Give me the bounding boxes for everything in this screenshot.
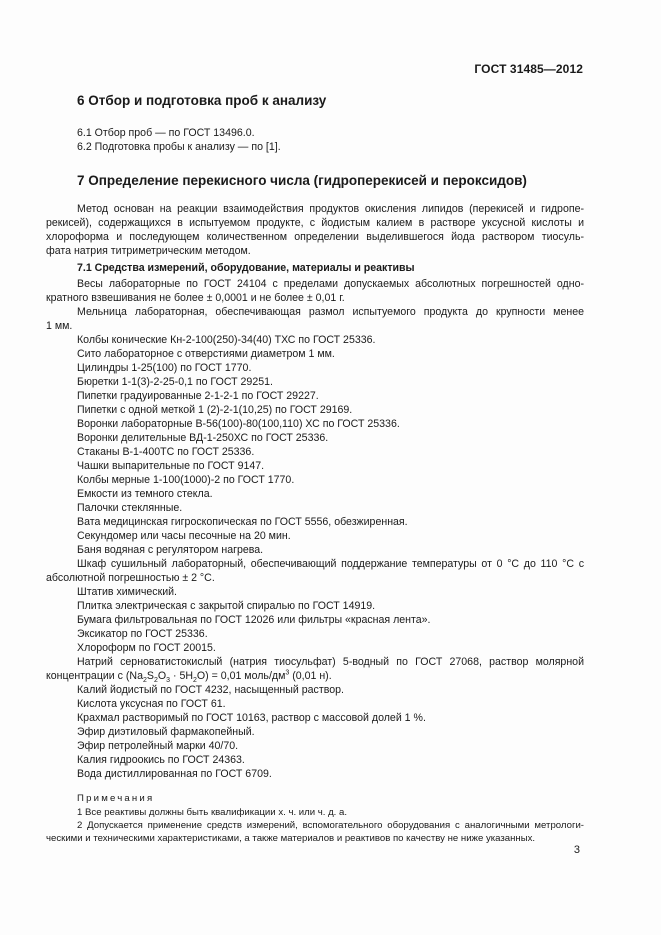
note-1: 1 Все реактивы должны быть квалификации х. ч. или ч. д. а. bbox=[77, 807, 348, 818]
list-item: Вата медицинская гигроскопическая по ГОСТ 5556, обезжиренная. bbox=[77, 516, 408, 528]
intro-line: хлороформа и последующем количественном определении выделившегося йода раствором тиосуль- bbox=[46, 231, 584, 243]
list-item: Эксикатор по ГОСТ 25336. bbox=[77, 628, 208, 640]
notes-title: Примечания bbox=[77, 793, 155, 804]
subsection-7-1-title: 7.1 Средства измерений, оборудование, материалы и реактивы bbox=[77, 262, 415, 274]
list-item: Эфир петролейный марки 40/70. bbox=[77, 740, 239, 752]
thiosulfate-line: Натрий серноватистокислый (натрия тиосульфат) 5-водный по ГОСТ 27068, раствор молярной bbox=[77, 656, 584, 668]
item-6-1: 6.1 Отбор проб — по ГОСТ 13496.0. bbox=[77, 127, 255, 139]
scales-line: Весы лабораторные по ГОСТ 24104 с пределами допускаемых абсолютных погрешностей одно- bbox=[77, 278, 584, 290]
list-item: Воронки лабораторные В-56(100)-80(100,110) ХС по ГОСТ 25336. bbox=[77, 418, 400, 430]
list-item: Баня водяная с регулятором нагрева. bbox=[77, 544, 264, 556]
mill-line: Мельница лабораторная, обеспечивающая размол испытуемого продукта до крупности менее bbox=[77, 306, 584, 318]
section-6-title: 6 Отбор и подготовка проб к анализу bbox=[77, 93, 327, 108]
list-item: Пипетки градуированные 2-1-2-1 по ГОСТ 29227. bbox=[77, 390, 319, 402]
list-item: Воронки делительные ВД-1-250ХС по ГОСТ 25336. bbox=[77, 432, 329, 444]
list-item: Емкости из темного стекла. bbox=[77, 488, 213, 500]
note-2-line: ческими и техническими характеристиками, а также материалов и реактивов по качеству не ниже указанных. bbox=[46, 833, 536, 844]
note-2-line: 2 Допускается применение средств измерений, вспомогательного оборудования с аналогичными метрологи- bbox=[77, 820, 584, 831]
list-item: Бюретки 1-1(3)-2-25-0,1 по ГОСТ 29251. bbox=[77, 376, 273, 388]
scales-line: кратного взвешивания не более ± 0,0001 и не более ± 0,01 г. bbox=[46, 292, 345, 304]
page-number: 3 bbox=[573, 844, 580, 856]
list-item: Эфир диэтиловый фармакопейный. bbox=[77, 726, 255, 738]
list-item: Стаканы В-1-400ТС по ГОСТ 25336. bbox=[77, 446, 255, 458]
thiosulfate-formula-line: концентрации с $(Na_2S_2O_3 \cdot 5H_2O) = 0,01$ моль/$дм^3$ (0,01 н). bbox=[46, 669, 332, 685]
list-item: Крахмал растворимый по ГОСТ 10163, раствор с массовой долей 1 %. bbox=[77, 712, 426, 724]
item-6-2: 6.2 Подготовка пробы к анализу — по [1]. bbox=[77, 141, 281, 153]
list-item: Колбы конические Кн-2-100(250)-34(40) ТХС по ГОСТ 25336. bbox=[77, 334, 376, 346]
intro-line: рекисей), содержащихся в испытуемом продукте, с йодистым калием в растворе уксусной кислоты и bbox=[46, 217, 584, 229]
intro-line: Метод основан на реакции взаимодействия продуктов окисления липидов (перекисей и гидропе- bbox=[77, 203, 584, 215]
standard-id: ГОСТ 31485—2012 bbox=[474, 62, 583, 76]
mill-line: 1 мм. bbox=[46, 320, 73, 332]
list-item: Сито лабораторное с отверстиями диаметром 1 мм. bbox=[77, 348, 335, 360]
list-item: Колбы мерные 1-100(1000)-2 по ГОСТ 1770. bbox=[77, 474, 295, 486]
list-item: Кислота уксусная по ГОСТ 61. bbox=[77, 698, 226, 710]
list-item: Чашки выпарительные по ГОСТ 9147. bbox=[77, 460, 265, 472]
list-item: Пипетки с одной меткой 1 (2)-2-1(10,25) по ГОСТ 29169. bbox=[77, 404, 353, 416]
oven-line: Шкаф сушильный лабораторный, обеспечивающий поддержание температуры от 0 °С до 110 °С с bbox=[77, 558, 584, 570]
list-item: Калия гидроокись по ГОСТ 24363. bbox=[77, 754, 245, 766]
list-item: Секундомер или часы песочные на 20 мин. bbox=[77, 530, 291, 542]
list-item: Хлороформ по ГОСТ 20015. bbox=[77, 642, 216, 654]
list-item: Бумага фильтровальная по ГОСТ 12026 или фильтры «красная лента». bbox=[77, 614, 431, 626]
intro-line: фата натрия титриметрическим методом. bbox=[46, 245, 251, 257]
list-item: Плитка электрическая с закрытой спиралью по ГОСТ 14919. bbox=[77, 600, 376, 612]
list-item: Палочки стеклянные. bbox=[77, 502, 183, 514]
section-7-title: 7 Определение перекисного числа (гидроперекисей и пероксидов) bbox=[77, 173, 527, 188]
list-item: Вода дистиллированная по ГОСТ 6709. bbox=[77, 768, 272, 780]
list-item: Штатив химический. bbox=[77, 586, 177, 598]
list-item: Цилиндры 1-25(100) по ГОСТ 1770. bbox=[77, 362, 252, 374]
oven-line: абсолютной погрешностью ± 2 °С. bbox=[46, 572, 215, 584]
list-item: Калий йодистый по ГОСТ 4232, насыщенный раствор. bbox=[77, 684, 344, 696]
